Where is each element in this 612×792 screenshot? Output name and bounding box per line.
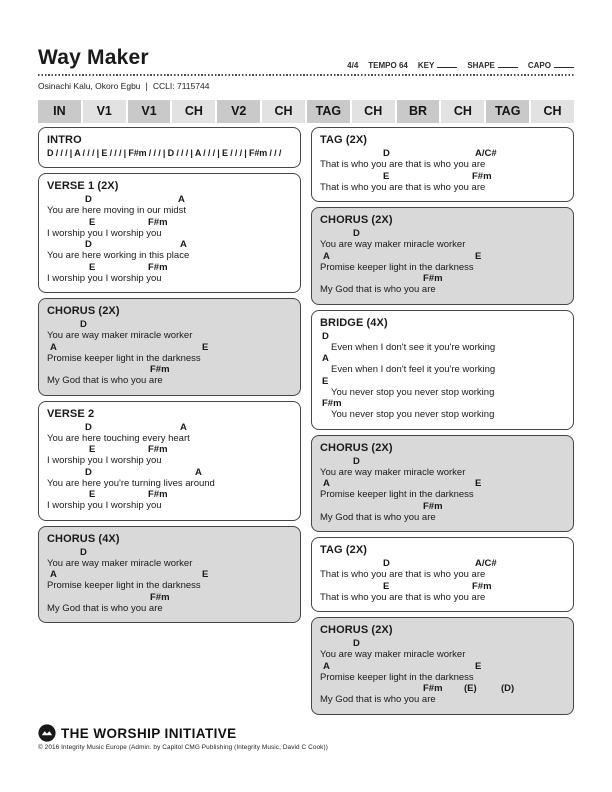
- authors: Osinachi Kalu, Okoro Egbu: [38, 81, 141, 91]
- section-title: CHORUS (2X): [320, 214, 393, 226]
- chord: D: [383, 558, 390, 569]
- chord-line: [320, 376, 565, 387]
- chord: F#m: [148, 216, 168, 228]
- lyric-line: You never stop you never stop working: [331, 386, 495, 398]
- section-box: [38, 298, 301, 396]
- chord-line: [320, 251, 565, 262]
- chord: D: [80, 546, 87, 558]
- chord: E: [202, 341, 209, 353]
- section-title: BRIDGE (4X): [320, 316, 388, 329]
- nav-button-in-0: IN: [38, 100, 81, 123]
- section-title: INTRO: [47, 134, 82, 146]
- chord: E: [89, 261, 96, 273]
- chord-line: [47, 489, 292, 500]
- section-title: TAG (2X): [320, 544, 368, 556]
- chord: D: [383, 148, 390, 159]
- chord: E: [383, 580, 390, 592]
- chord: F#m: [423, 273, 443, 284]
- chord: A/C#: [475, 558, 497, 569]
- section-title: VERSE 2: [47, 407, 95, 420]
- lyric-line: Promise keeper light in the darkness: [320, 261, 474, 273]
- footer-brand: [38, 724, 237, 742]
- chord-line: [320, 398, 565, 409]
- chord: D: [85, 194, 92, 205]
- lyric-line: That is who you are that is who you are: [320, 181, 486, 193]
- chord: F#m: [472, 580, 492, 592]
- chord-line: [320, 501, 565, 512]
- chord: F#m: [423, 683, 443, 694]
- chord: (E): [464, 683, 477, 694]
- lyric-line: You are way maker miracle worker: [320, 649, 466, 660]
- capo-field: CAPO: [528, 60, 574, 70]
- section-box: [38, 127, 301, 168]
- chord-line: [47, 262, 292, 273]
- chord: E: [322, 375, 329, 387]
- lyric-line: You are way maker miracle worker: [320, 466, 466, 478]
- nav-button-tag-6: TAG: [307, 100, 350, 123]
- column-left: [38, 127, 301, 628]
- nav-button-ch-9: CH: [441, 100, 484, 123]
- time-signature: 4/4: [347, 61, 359, 70]
- byline-divider: |: [145, 81, 148, 91]
- chord: F#m: [322, 398, 342, 409]
- chord: D: [353, 638, 360, 649]
- dotted-divider: [38, 74, 574, 76]
- lyric-line: I worship you I worship you: [47, 455, 162, 466]
- lyric-line: Promise keeper light in the darkness: [320, 489, 474, 500]
- key-blank: [437, 60, 457, 68]
- chord: A: [178, 194, 185, 205]
- chord-line: [47, 148, 292, 159]
- nav-button-ch-7: CH: [352, 100, 395, 123]
- key-field: KEY: [418, 60, 457, 70]
- chord: D: [85, 466, 92, 478]
- nav-button-tag-10: TAG: [486, 100, 529, 123]
- chord-line: [320, 661, 565, 672]
- chord: A: [180, 239, 187, 250]
- chord: D: [85, 239, 92, 250]
- copyright-line: © 2016 Integrity Music Europe (Admin. by Capitol CMG Publishing (Integrity Music, David C Cook)): [38, 744, 328, 751]
- chord-line: [320, 581, 565, 592]
- chord: E: [202, 569, 209, 580]
- chord: A: [50, 569, 57, 580]
- lyric-line: Promise keeper light in the darkness: [47, 352, 201, 364]
- chord: E: [475, 660, 482, 672]
- chord-line: [320, 683, 565, 694]
- lyric-line: You are here moving in our midst: [47, 205, 187, 216]
- lyric-line: You are way maker miracle worker: [47, 330, 193, 341]
- lyric-line: You are here working in this place: [47, 250, 190, 261]
- shape-blank: [498, 60, 518, 68]
- song-meta: [347, 60, 574, 70]
- lyric-line: You are way maker miracle worker: [47, 557, 193, 569]
- section-nav: [38, 100, 574, 123]
- section-box: [38, 401, 301, 521]
- chord-line: [47, 364, 292, 375]
- lyric-line: You are here touching every heart: [47, 432, 190, 444]
- chord: E: [89, 216, 96, 228]
- lyric-line: Promise keeper light in the darkness: [320, 671, 474, 683]
- chord-line: [47, 217, 292, 228]
- chord: D / / / | A / / / | E / / / | F#m / / / | D / / / | A / / / | E / / / | F#m / / /: [47, 148, 282, 158]
- chord: F#m: [150, 591, 170, 603]
- section-title: VERSE 1 (2X): [47, 180, 119, 192]
- ccli-number: CCLI: 7115744: [152, 81, 210, 91]
- lyric-line: I worship you I worship you: [47, 272, 162, 284]
- lyric-line: My God that is who you are: [47, 375, 163, 386]
- column-right: [311, 127, 574, 720]
- chord: E: [475, 250, 482, 262]
- chord: F#m: [148, 489, 168, 500]
- chord: (D): [501, 683, 515, 694]
- chord: A/C#: [475, 148, 497, 159]
- lyric-line: My God that is who you are: [320, 284, 436, 295]
- lyric-line: My God that is who you are: [320, 511, 436, 523]
- chord-line: [47, 569, 292, 580]
- chord-line: [320, 638, 565, 649]
- chord: A: [323, 660, 330, 672]
- section-box: [311, 207, 574, 305]
- chord: D: [322, 330, 329, 342]
- section-box: [311, 537, 574, 612]
- chord: E: [383, 170, 390, 182]
- nav-button-v2-4: V2: [217, 100, 260, 123]
- chord: A: [323, 478, 330, 489]
- byline: [38, 81, 209, 91]
- chord-line: [47, 194, 292, 205]
- chord-line: [320, 171, 565, 182]
- chord-line: [320, 331, 565, 342]
- section-box: [311, 617, 574, 715]
- lyric-line: I worship you I worship you: [47, 500, 162, 511]
- capo-blank: [554, 60, 574, 68]
- nav-button-br-8: BR: [397, 100, 440, 123]
- chord-line: [47, 422, 292, 433]
- chord: A: [195, 466, 202, 478]
- nav-button-ch-11: CH: [531, 100, 574, 123]
- chord: E: [89, 444, 96, 455]
- chord-line: [47, 592, 292, 603]
- chord-line: [320, 353, 565, 364]
- lyric-line: That is who you are that is who you are: [320, 159, 486, 170]
- lyric-line: Promise keeper light in the darkness: [47, 580, 201, 591]
- lyric-line: That is who you are that is who you are: [320, 591, 486, 603]
- lyric-line: You never stop you never stop working: [331, 409, 495, 420]
- lyric-line: That is who you are that is who you are: [320, 569, 486, 580]
- lyric-line: Even when I don't feel it you're working: [331, 364, 496, 375]
- section-box: [38, 526, 301, 624]
- section-box: [311, 435, 574, 533]
- chord: A: [180, 421, 187, 433]
- worship-initiative-logo-icon: [38, 724, 56, 742]
- section-title: CHORUS (2X): [320, 441, 393, 454]
- nav-button-ch-3: CH: [172, 100, 215, 123]
- chord-line: [320, 478, 565, 489]
- chord: F#m: [472, 170, 492, 182]
- section-box: [311, 127, 574, 202]
- chord: D: [85, 421, 92, 433]
- chord: E: [475, 478, 482, 489]
- chord: F#m: [150, 364, 170, 375]
- chord: D: [80, 319, 87, 330]
- song-title: Way Maker: [38, 46, 149, 69]
- nav-button-ch-5: CH: [262, 100, 305, 123]
- chord-line: [320, 228, 565, 239]
- section-title: CHORUS (4X): [47, 532, 120, 545]
- chord: F#m: [148, 261, 168, 273]
- lyric-line: I worship you I worship you: [47, 227, 162, 239]
- lyric-line: You are here you're turning lives around: [47, 477, 215, 489]
- section-box: [38, 173, 301, 293]
- chord: F#m: [423, 500, 443, 512]
- tempo-label: TEMPO 64: [368, 61, 408, 70]
- chord-line: [47, 467, 292, 478]
- chord-line: [47, 239, 292, 250]
- shape-field: SHAPE: [467, 60, 518, 70]
- section-title: TAG (2X): [320, 134, 368, 146]
- chord-line: [47, 319, 292, 330]
- section-title: CHORUS (2X): [47, 305, 120, 317]
- chord: D: [353, 455, 360, 467]
- chord: E: [89, 489, 96, 500]
- brand-name: THE WORSHIP INITIATIVE: [61, 725, 237, 741]
- chord: D: [353, 228, 360, 239]
- chord-line: [320, 456, 565, 467]
- section-title: CHORUS (2X): [320, 624, 393, 636]
- chord: A: [323, 250, 330, 262]
- chord: A: [50, 341, 57, 353]
- lyric-line: Even when I don't see it you're working: [331, 341, 496, 353]
- chord-line: [47, 547, 292, 558]
- lyric-line: My God that is who you are: [47, 602, 163, 614]
- section-box: [311, 310, 574, 430]
- chord-line: [47, 444, 292, 455]
- chord-line: [47, 342, 292, 353]
- chord: F#m: [148, 444, 168, 455]
- lyric-line: My God that is who you are: [320, 694, 436, 705]
- chord: A: [322, 353, 329, 364]
- chord-line: [320, 148, 565, 159]
- lyric-line: You are way maker miracle worker: [320, 239, 466, 250]
- chord-line: [320, 273, 565, 284]
- nav-button-v1-1: V1: [83, 100, 126, 123]
- chord-line: [320, 558, 565, 569]
- nav-button-v1-2: V1: [128, 100, 171, 123]
